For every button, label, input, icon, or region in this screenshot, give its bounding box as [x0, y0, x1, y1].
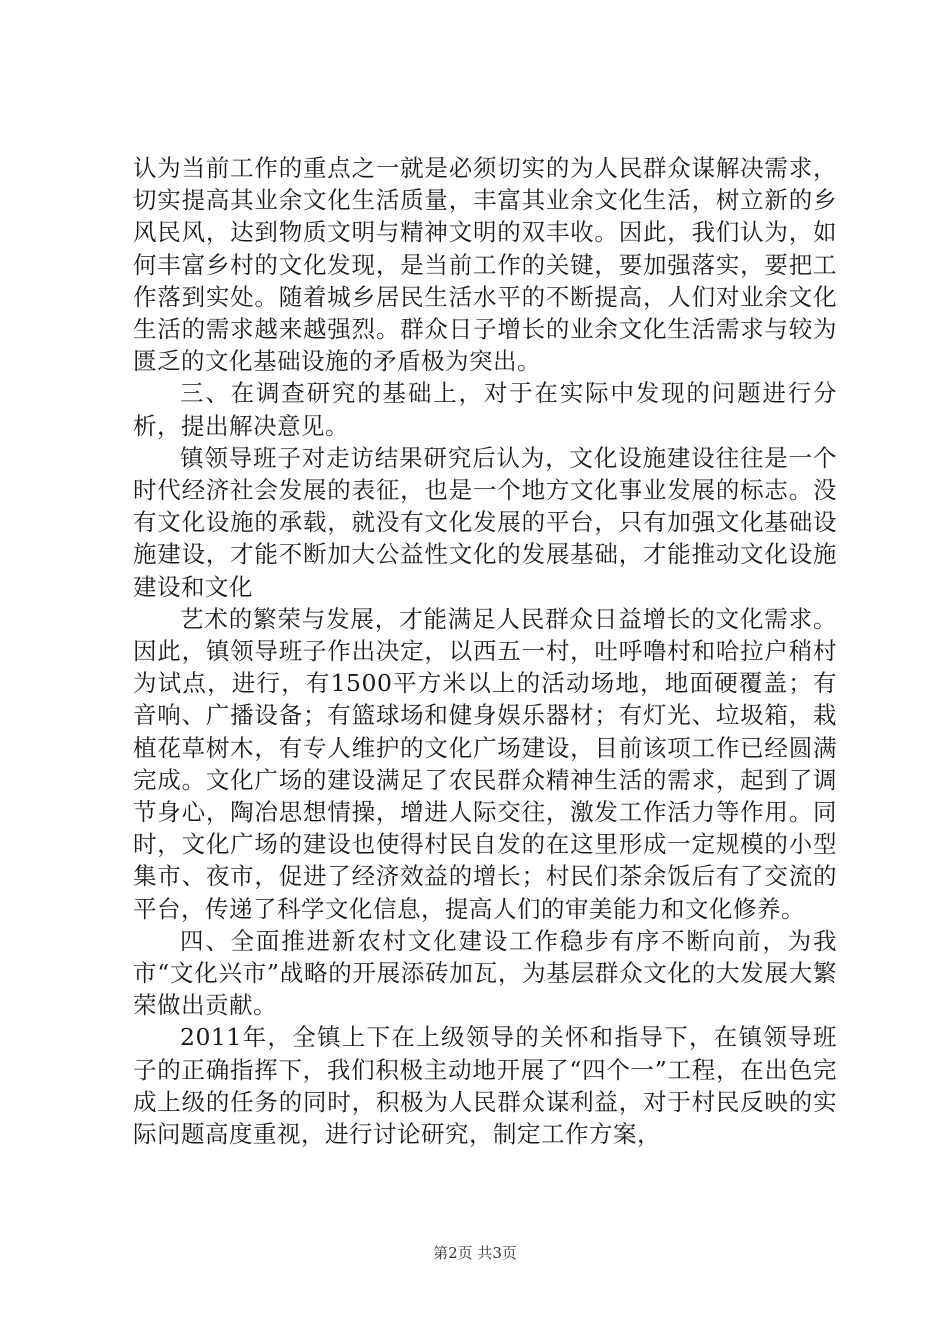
page-number-footer: 第2页 共3页	[433, 1244, 517, 1262]
paragraph-1: 认为当前工作的重点之一就是必须切实的为人民群众谋解决需求，切实提高其业余文化生活质量，丰富其业余文化生活，树立新的乡风民风，达到物质文明与精神文明的双丰收。因此，我们认为，如何丰富乡村的文化发现，是当前工作的关键，要加强落实，要把工作落到实处。随着城乡居民生活水平的不断提高，人们对业余文化生活的需求越来越强烈。群众日子增长的业余文化生活需求与较为匮乏的文化基础设施的矛盾极为突出。	[133, 154, 837, 376]
paragraph-2: 三、在调查研究的基础上，对于在实际中发现的问题进行分析，提出解决意见。	[133, 379, 837, 440]
document-body	[133, 152, 837, 1150]
paragraph-6: 2011年，全镇上下在上级领导的关怀和指导下，在镇领导班子的正确指挥下，我们积极主动地开展了“四个一”工程，在出色完成上级的任务的同时，积极为人民群众谋利益，对于村民反映的实际问题高度重视，进行讨论研究，制定工作方案，	[133, 1023, 837, 1149]
paragraph-5: 四、全面推进新农村文化建设工作稳步有序不断向前，为我市“文化兴市”战略的开展添砖加瓦，为基层群众文化的大发展大繁荣做出贡献。	[133, 926, 837, 1020]
paragraph-3: 镇领导班子对走访结果研究后认为，文化设施建设往往是一个时代经济社会发展的表征，也是一个地方文化事业发展的标志。没有文化设施的承载，就没有文化发展的平台，只有加强文化基础设施建设，才能不断加大公益性文化的发展基础，才能推动文化设施建设和文化	[133, 443, 837, 601]
paragraph-4: 艺术的繁荣与发展，才能满足人民群众日益增长的文化需求。因此，镇领导班子作出决定，以西五一村，吐呼噜村和哈拉户稍村为试点，进行，有1500平方米以上的活动场地，地面硬覆盖；有音响、广播设备；有篮球场和健身娱乐器材；有灯光、垃圾箱，栽植花草树木，有专人维护的文化广场建设，目前该项工作已经圆满完成。文化广场的建设满足了农民群众精神生活的需求，起到了调节身心，陶冶思想情操，增进人际交往，激发工作活力等作用。同时，文化广场的建设也使得村民自发的在这里形成一定规模的小型集市、夜市，促进了经济效益的增长；村民们茶余饭后有了交流的平台，传递了科学文化信息，提高人们的审美能力和文化修养。	[133, 604, 837, 923]
